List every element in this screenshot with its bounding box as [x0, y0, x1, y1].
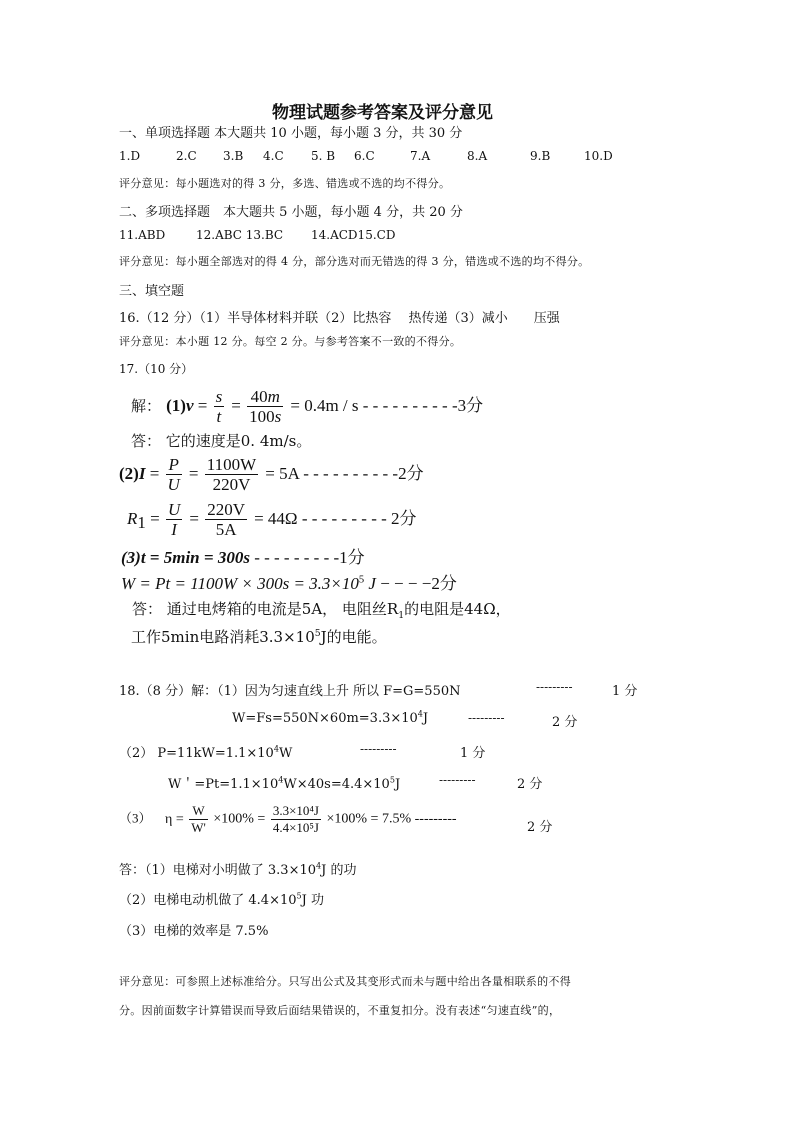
q18-efficiency-formula: （3） η = $\frac{W}{W'}$ ×100% = $\frac{\text{3.3×10⁴J}}{\text{4.4×10⁵J}}$ ×100% = 7.5% --------- — [119, 803, 457, 835]
s2-answer-2: 12.ABC 13.BC — [196, 228, 284, 242]
q18-line-5-score: 2 分 — [527, 820, 553, 835]
q18-line-2-dash: --------- — [468, 711, 505, 725]
s1-answer-4: 4.C — [263, 149, 284, 163]
q18-line-4: W＇$=Pt=1.1\times 10^4W\times 40s=4.4\times 10^5J$ — [168, 775, 401, 792]
q16-grading-note: 评分意见：本小题 12 分。每空 2 分。与参考答案不一致的不得分。 — [119, 335, 462, 348]
fraction-40m-over-100s: $\frac{40m}{100s}$ — [249, 387, 282, 426]
section-2-heading: 二、多项选择题 本大题共 5 小题，每小题 4 分，共 20 分 — [119, 205, 463, 220]
fraction-p-over-u: $\frac{P}{U}$ — [167, 455, 180, 494]
fraction-u-over-i: $\frac{U}{I}$ — [167, 500, 181, 539]
s1-answer-8: 8.A — [467, 149, 488, 163]
q18-line-4-dash: --------- — [439, 773, 476, 787]
q18-line-2-score: 2 分 — [552, 715, 578, 730]
q17-answer-2: 答： 通过电烤箱的电流是5A， 电阻丝$R_1$的电阻是44Ω， — [132, 600, 511, 621]
fraction-work-values: $\frac{\text{3.3×10⁴J}}{\text{4.4×10⁵J}}$ — [272, 803, 319, 835]
fraction-w-over-wprime: $\frac{W}{W'}$ — [191, 803, 206, 835]
q18-line-3: （2） $P=11kW=1.1\times 10^4W$ — [119, 744, 293, 761]
q17-part1-formula: 解： (1)v = $\frac{s}{t}$ = $\frac{40m}{100s}$ = 0.4m / s - - - - - - - - - -3分 — [131, 387, 484, 426]
q18-answer-3: （3）电梯的效率是 7.5% — [119, 924, 269, 939]
page-title: 物理试题参考答案及评分意见 — [272, 103, 493, 123]
q18-line-3-score: 1 分 — [460, 746, 486, 761]
fraction-220v-over-5a: $\frac{220V}{5A}$ — [207, 500, 245, 539]
q18-answer-1: 答：（1）电梯对小明做了 $3.3\times 10^4J$ 的功 — [119, 861, 357, 878]
fraction-s-over-t: $\frac{s}{t}$ — [215, 387, 223, 426]
q16-answer: 16.（12 分）（1）半导体材料并联（2）比热容 热传递（3）减小 压强 — [119, 311, 560, 326]
q17-jie-label: 解： — [131, 397, 162, 415]
s1-answer-3: 3.B — [223, 149, 244, 163]
q18-answer-2: （2）电梯电动机做了 $4.4\times 10^5J$ 功 — [119, 891, 324, 908]
q18-line-2: $W=Fs=550N\times 60m=3.3\times 10^4J$ — [232, 709, 429, 726]
s1-answer-5: 5. B — [311, 149, 336, 163]
s1-answer-2: 2.C — [176, 149, 197, 163]
s2-answer-1: 11.ABD — [119, 228, 166, 242]
q18-line-1: 18.（8 分）解：（1）因为匀速直线上升 所以 F=G=550N — [119, 684, 461, 699]
footer-note-line-2: 分。因前面数字计算错误而导致后面结果错误的，不重复扣分。没有表述“匀速直线”的， — [119, 1004, 561, 1017]
fraction-1100w-over-220v: $\frac{1100W}{220V}$ — [206, 455, 257, 494]
q17-part3-time: (3)t = 5min = 300s - - - - - - - - -1分 — [121, 548, 365, 567]
s1-answer-6: 6.C — [354, 149, 375, 163]
q17-resistance-formula: $R_1$ = $\frac{U}{I}$ = $\frac{220V}{5A}$ = 44Ω - - - - - - - - - 2分 — [127, 500, 417, 539]
q17-answer-3: 工作5min电路消耗$3.3\times 10^5J$的电能。 — [131, 628, 387, 646]
s2-answer-3: 14.ACD15.CD — [311, 228, 396, 242]
section-3-heading: 三、填空题 — [119, 284, 185, 299]
s1-grading-note: 评分意见：每小题选对的得 3 分，多选、错选或不选的均不得分。 — [119, 177, 451, 190]
q17-part2-formula: (2)I = $\frac{P}{U}$ = $\frac{1100W}{220V}$ = 5A - - - - - - - - - -2分 — [119, 455, 424, 494]
q17-work-formula: $W = Pt = 1100W \times 300s = 3.3\times 10^5$ J − − − −2分 — [121, 574, 457, 593]
q17-header: 17.（10 分） — [119, 362, 194, 376]
q18-line-1-dash: --------- — [536, 680, 573, 694]
s1-answer-7: 7.A — [410, 149, 431, 163]
footer-note-line-1: 评分意见：可参照上述标准给分。只写出公式及其变形式而未与题中给出各量相联系的不得 — [119, 975, 571, 988]
s2-grading-note: 评分意见：每小题全部选对的得 4 分，部分选对而无错选的得 3 分，错选或不选的均不得分。 — [119, 255, 590, 268]
q18-line-3-dash: --------- — [360, 742, 397, 756]
s1-answer-10: 10.D — [584, 149, 613, 163]
q17-answer-1: 答： 它的速度是0. 4m/s。 — [131, 432, 312, 450]
section-1-heading: 一、单项选择题 本大题共 10 小题，每小题 3 分，共 30 分 — [119, 126, 463, 141]
q18-line-4-score: 2 分 — [517, 777, 543, 792]
s1-answer-9: 9.B — [530, 149, 551, 163]
s1-answer-1: 1.D — [119, 149, 141, 163]
q18-line-1-score: 1 分 — [612, 684, 638, 699]
